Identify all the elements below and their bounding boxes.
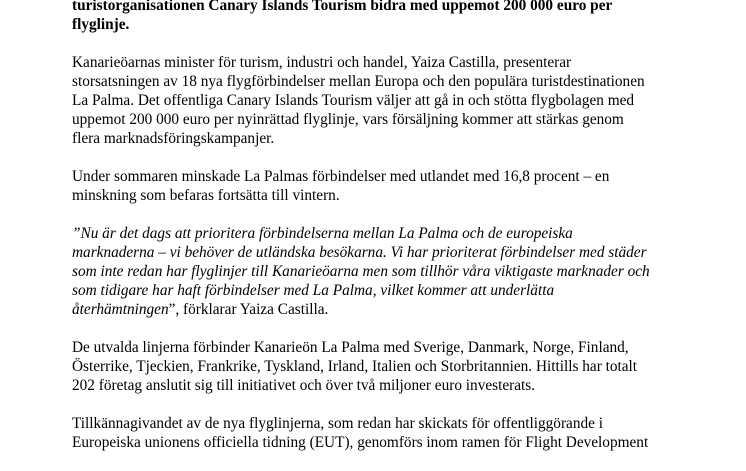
text-line: flyglinje. [72,16,130,33]
paragraph-announcement-eut [72,414,672,452]
text-line: storsatsningen av 18 nya flygförbindelser mellan Europa och den populära turistdestinationen [72,73,645,90]
text-line: De utvalda linjerna förbinder Kanarieön La Palma med Sverige, Danmark, Norge, Finland, [72,339,629,356]
text-line: minskning som befaras fortsätta till vintern. [72,187,340,204]
text-line: Kanarieöarnas minister för turism, industri och handel, Yaiza Castilla, presenterar [72,54,572,71]
quote-attribution: ”, förklarar Yaiza Castilla. [168,301,329,318]
text-line: Under sommaren minskade La Palmas förbindelser med utlandet med 16,8 procent – en [72,168,610,185]
quote-line: som inte redan har flyglinjer till Kanarieöarna men som tillhör våra viktigaste marknader och [72,263,650,280]
paragraph-summer-decline [72,167,672,205]
text-line: Österrike, Tjeckien, Frankrike, Tyskland, Irland, Italien och Storbritannien. Hittills har totalt [72,358,638,375]
press-release-body [72,0,672,471]
text-line: La Palma. Det offentliga Canary Islands Tourism väljer att gå in och stötta flygbolagen med [72,92,635,109]
text-line: Europeiska unionens officiella tidning (EUT), genomförs inom ramen för Flight Development [72,434,649,451]
lead-paragraph [72,0,672,34]
quote-paragraph [72,224,672,319]
quote-line: som tidigare har haft förbindelser med La Palma, vilket kommer att underlätta [72,282,555,299]
quote-line: marknaderna – vi behöver de utländska besökarna. Vi har prioriterat förbindelser med städer [72,244,647,261]
text-line: flera marknadsföringskampanjer. [72,130,275,147]
quote-line: ”Nu är det dags att prioritera förbindelserna mellan La Palma och de europeiska [72,225,573,242]
quote-last-word: återhämtningen [72,301,169,318]
text-line: turistorganisationen Canary Islands Tourism bidra med uppemot 200 000 euro per [72,0,613,14]
text-line: uppemot 200 000 euro per nyinrättad flyglinje, vars försäljning kommer att stärkas genom [72,111,624,128]
paragraph-selected-routes [72,338,672,395]
text-line: 202 företag anslutit sig till initiativet och över två miljoner euro investerats. [72,377,536,394]
paragraph-minister-announcement [72,53,672,148]
text-line: Tillkännagivandet av de nya flyglinjerna, som redan har skickats för offentliggörande i [72,415,603,432]
quote-attribution-line [72,300,672,319]
